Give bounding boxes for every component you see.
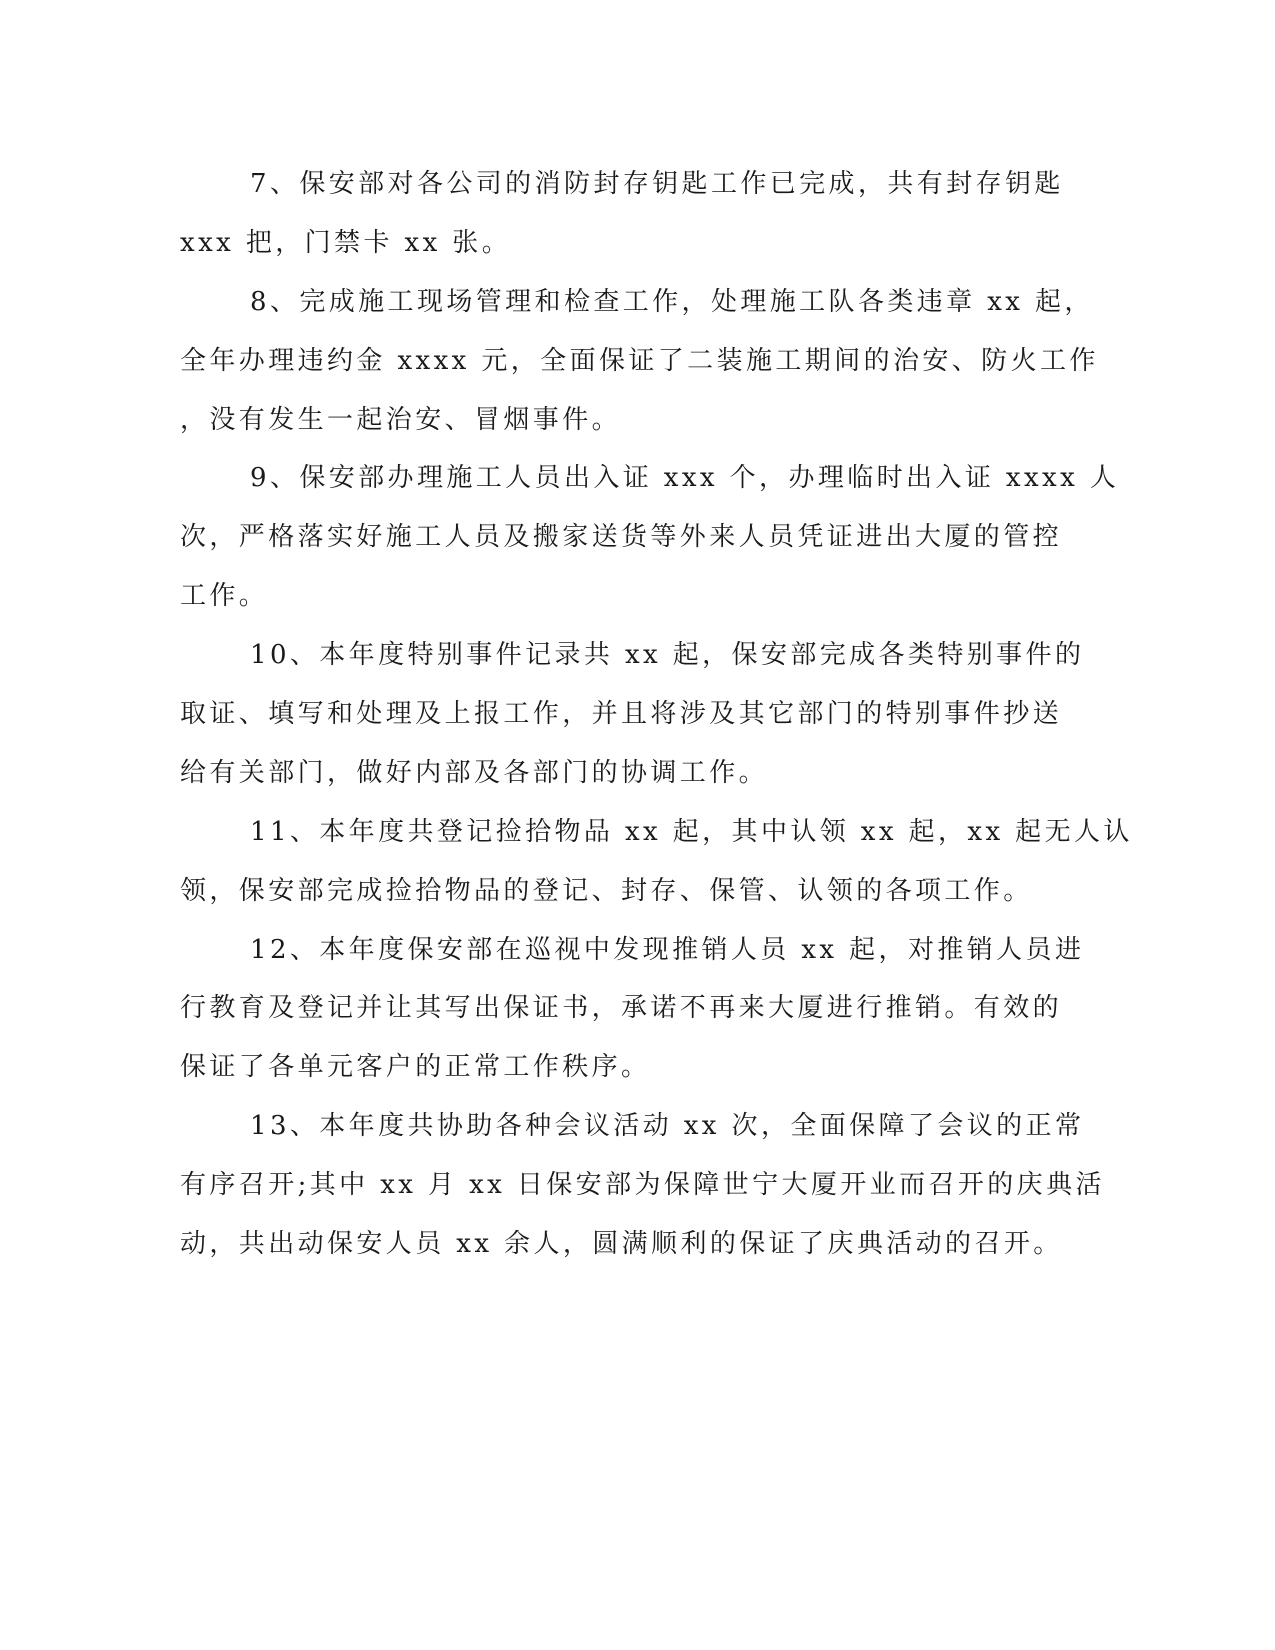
paragraph-item-7 — [180, 155, 1064, 273]
text-line: 动，共出动保安人员 xx 余人，圆满顺利的保证了庆典活动的召开。 — [180, 1229, 1063, 1260]
text-line: 保证了各单元客户的正常工作秩序。 — [180, 1052, 651, 1083]
text-line: 10、本年度特别事件记录共 xx 起，保安部完成各类特别事件的 — [250, 640, 1085, 671]
paragraph-item-10 — [180, 626, 1085, 803]
text-line: 给有关部门，做好内部及各部门的协调工作。 — [180, 757, 769, 788]
text-line: ，没有发生一起治安、冒烟事件。 — [180, 404, 622, 435]
text-line: 7、保安部对各公司的消防封存钥匙工作已完成，共有封存钥匙 — [250, 169, 1064, 199]
text-line: 工作。 — [180, 581, 269, 612]
text-line: 有序召开;其中 xx 月 xx 日保安部为保障世宁大厦开业而召开的庆典活 — [180, 1170, 1105, 1201]
paragraph-item-8 — [180, 273, 1099, 450]
paragraph-item-13 — [180, 1097, 1105, 1274]
text-line: 13、本年度共协助各种会议活动 xx 次，全面保障了会议的正常 — [250, 1111, 1085, 1142]
text-line: 12、本年度保安部在巡视中发现推销人员 xx 起，对推销人员进 — [250, 934, 1085, 965]
text-line: 9、保安部办理施工人员出入证 xxx 个，办理临时出入证 xxxx 人 — [250, 463, 1120, 494]
paragraph-item-11 — [180, 803, 1133, 921]
document-body — [180, 155, 1133, 1274]
text-line: 全年办理违约金 xxxx 元，全面保证了二装施工期间的治安、防火工作 — [180, 345, 1099, 376]
paragraph-item-12 — [180, 921, 1085, 1098]
text-line: 领，保安部完成捡拾物品的登记、封存、保管、认领的各项工作。 — [180, 875, 1033, 906]
text-line: 8、完成施工现场管理和检查工作，处理施工队各类违章 xx 起， — [250, 286, 1094, 317]
text-line: xxx 把，门禁卡 xx 张。 — [180, 227, 512, 258]
paragraph-item-9 — [180, 449, 1120, 626]
text-line: 行教育及登记并让其写出保证书，承诺不再来大厦进行推销。有效的 — [180, 993, 1063, 1024]
text-line: 次，严格落实好施工人员及搬家送货等外来人员凭证进出大厦的管控 — [180, 522, 1063, 553]
text-line: 取证、填写和处理及上报工作，并且将涉及其它部门的特别事件抄送 — [180, 699, 1063, 730]
text-line: 11、本年度共登记捡拾物品 xx 起，其中认领 xx 起，xx 起无人认 — [250, 816, 1133, 847]
